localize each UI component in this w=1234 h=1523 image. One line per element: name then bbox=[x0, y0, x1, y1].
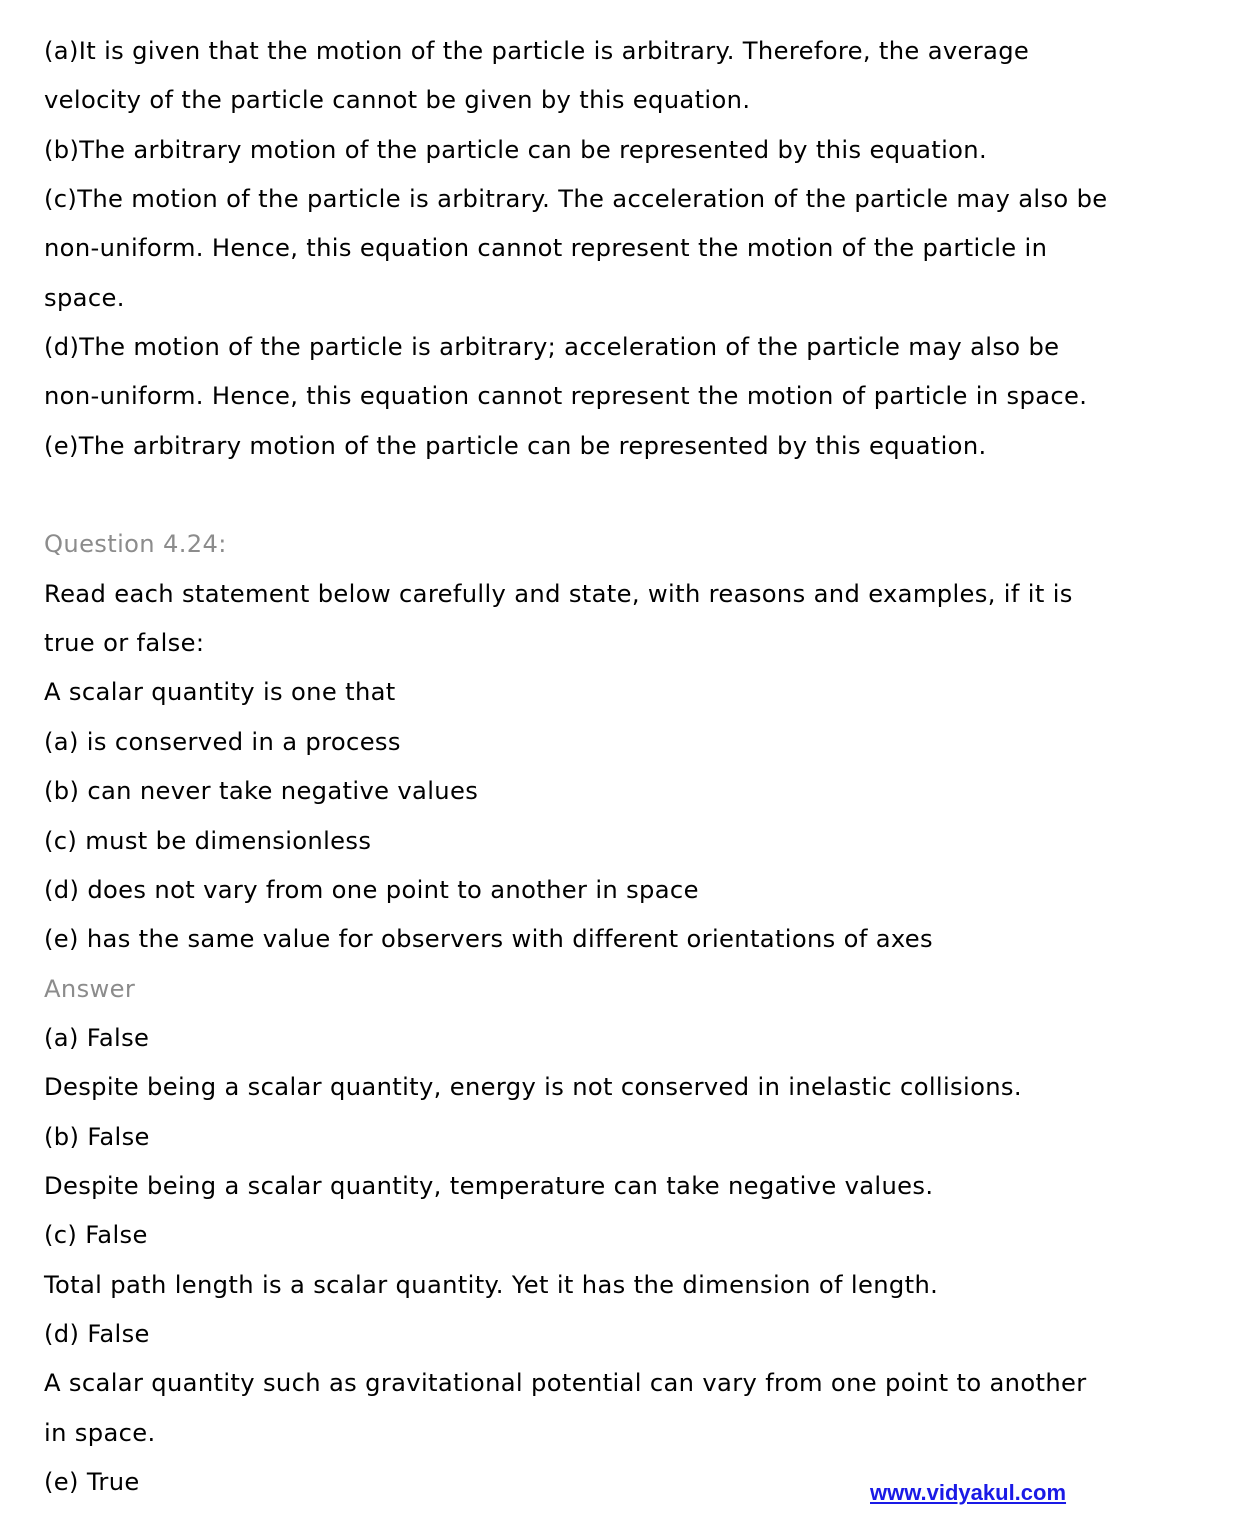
answer-heading: Answer bbox=[44, 974, 136, 1003]
question-line: (e) has the same value for observers with different orientations of axes bbox=[44, 925, 933, 954]
question-section bbox=[44, 520, 1224, 964]
answer-line: non-uniform. Hence, this equation cannot represent the motion of the particle in bbox=[44, 234, 1048, 263]
answer-line: A scalar quantity such as gravitational potential can vary from one point to another bbox=[44, 1369, 1087, 1398]
answer-section bbox=[44, 965, 1224, 1508]
document-page bbox=[44, 27, 1224, 1507]
answer-line: Despite being a scalar quantity, temperature can take negative values. bbox=[44, 1171, 934, 1200]
previous-answer-section bbox=[44, 27, 1224, 471]
question-line: Read each statement below carefully and state, with reasons and examples, if it is bbox=[44, 579, 1073, 608]
answer-line: velocity of the particle cannot be given by this equation. bbox=[44, 86, 751, 115]
answer-line: in space. bbox=[44, 1418, 156, 1447]
answer-line: space. bbox=[44, 283, 125, 312]
answer-line: (e) True bbox=[44, 1467, 140, 1496]
answer-line: (d)The motion of the particle is arbitrary; acceleration of the particle may also be bbox=[44, 333, 1060, 362]
question-line: (a) is conserved in a process bbox=[44, 727, 401, 756]
section-spacer bbox=[44, 471, 1224, 520]
question-line: (d) does not vary from one point to another in space bbox=[44, 875, 699, 904]
question-line: (b) can never take negative values bbox=[44, 777, 479, 806]
answer-line: (d) False bbox=[44, 1319, 150, 1348]
answer-line: (a)It is given that the motion of the particle is arbitrary. Therefore, the average bbox=[44, 37, 1030, 65]
question-line: (c) must be dimensionless bbox=[44, 826, 372, 855]
answer-line: Despite being a scalar quantity, energy is not conserved in inelastic collisions. bbox=[44, 1073, 1022, 1102]
answer-line: (b)The arbitrary motion of the particle can be represented by this equation. bbox=[44, 135, 988, 164]
question-heading: Question 4.24: bbox=[44, 530, 227, 559]
question-line: true or false: bbox=[44, 629, 205, 658]
answer-line: (c) False bbox=[44, 1221, 148, 1250]
answer-line: (a) False bbox=[44, 1023, 150, 1052]
vidyakul-website-link[interactable]: www.vidyakul.com bbox=[870, 1480, 1067, 1505]
answer-line: non-uniform. Hence, this equation cannot represent the motion of particle in space. bbox=[44, 382, 1088, 411]
question-line: A scalar quantity is one that bbox=[44, 678, 396, 707]
answer-line: Total path length is a scalar quantity. Yet it has the dimension of length. bbox=[44, 1270, 939, 1299]
answer-line: (c)The motion of the particle is arbitrary. The acceleration of the particle may also be bbox=[44, 185, 1108, 214]
answer-line: (b) False bbox=[44, 1122, 150, 1151]
answer-line: (e)The arbitrary motion of the particle can be represented by this equation. bbox=[44, 431, 987, 460]
